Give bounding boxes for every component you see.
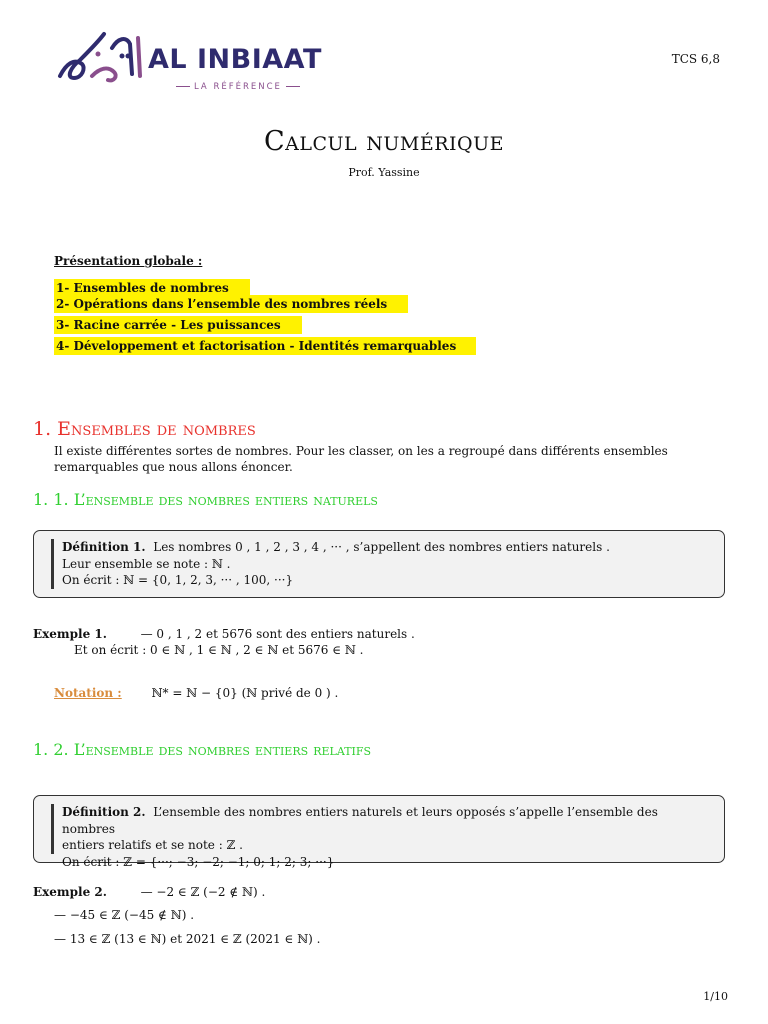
definition-text: Les nombres 0 , 1 , 2 , 3 , 4 , ··· , s’appellent des nombres entiers naturels . (153, 540, 610, 554)
notation (54, 686, 338, 700)
example-text: — 0 , 1 , 2 et 5676 sont des entiers naturels . (140, 627, 415, 641)
class-code: TCS 6,8 (671, 52, 720, 66)
definition-bar (51, 804, 54, 854)
definition-text: L’ensemble des nombres entiers naturels et leurs opposés s’appelle l’ensemble des nombres (62, 805, 658, 836)
definition-text: On écrit : ℤ = {···; −3; −2; −1; 0; 1; 2; 3; ···} (62, 854, 335, 869)
definition-text: On écrit : ℕ = {0, 1, 2, 3, ··· , 100, ···} (62, 573, 294, 587)
example-label: Exemple 1. (33, 627, 107, 641)
definition-text: Leur ensemble se note : ℕ . (62, 556, 231, 571)
logo-name: AL INBIAAT (148, 44, 322, 75)
definition-body (62, 804, 708, 870)
toc-item: 4- Développement et factorisation - Identités remarquables (54, 337, 476, 355)
toc-item: 3- Racine carrée - Les puissances (54, 316, 302, 334)
definition-box (33, 795, 725, 869)
definition-bar (51, 539, 54, 589)
subsection-title: 1. 2. L’ensemble des nombres entiers relatifs (33, 740, 372, 759)
example-text: — −2 ∈ ℤ (−2 ∉ ℕ) . (140, 885, 266, 899)
section-title: 1. Ensembles de nombres (33, 418, 256, 440)
presentation-heading: Présentation globale : (54, 254, 203, 268)
definition-box (33, 530, 725, 598)
definition-body (62, 539, 708, 589)
page-title: Calcul numérique (264, 126, 504, 157)
page-number: 1/10 (703, 990, 728, 1003)
example-line (33, 885, 265, 899)
example-label: Exemple 2. (33, 885, 107, 899)
notation-text: ℕ* = ℕ − {0} (ℕ privé de 0 ) . (151, 686, 339, 700)
definition-text: entiers relatifs et se note : ℤ . (62, 838, 243, 852)
brand-logo (52, 28, 342, 98)
example-line (33, 627, 415, 641)
subsection-title: 1. 1. L’ensemble des nombres entiers naturels (33, 490, 378, 509)
definition-label: Définition 1. (62, 540, 146, 554)
logo-tagline: LA RÉFÉRENCE (172, 82, 304, 92)
notation-label: Notation : (54, 686, 122, 700)
section-intro: Il existe différentes sortes de nombres. Pour les classer, on les a regroupé dans différents ensembles remarquables que nous allons énoncer. (54, 444, 668, 474)
arabic-calligraphy-logo-icon (52, 28, 152, 88)
author: Prof. Yassine (348, 166, 420, 179)
toc-item: 2- Opérations dans l’ensemble des nombres réels (54, 295, 408, 313)
example-text: Et on écrit : 0 ∈ ℕ , 1 ∈ ℕ , 2 ∈ ℕ et 5676 ∈ ℕ . (74, 643, 364, 657)
example-text: — −45 ∈ ℤ (−45 ∉ ℕ) . (54, 908, 195, 922)
example-text: — 13 ∈ ℤ (13 ∈ ℕ) et 2021 ∈ ℤ (2021 ∈ ℕ) . (54, 932, 321, 946)
definition-label: Définition 2. (62, 805, 146, 819)
toc-item: 1- Ensembles de nombres (54, 279, 250, 297)
